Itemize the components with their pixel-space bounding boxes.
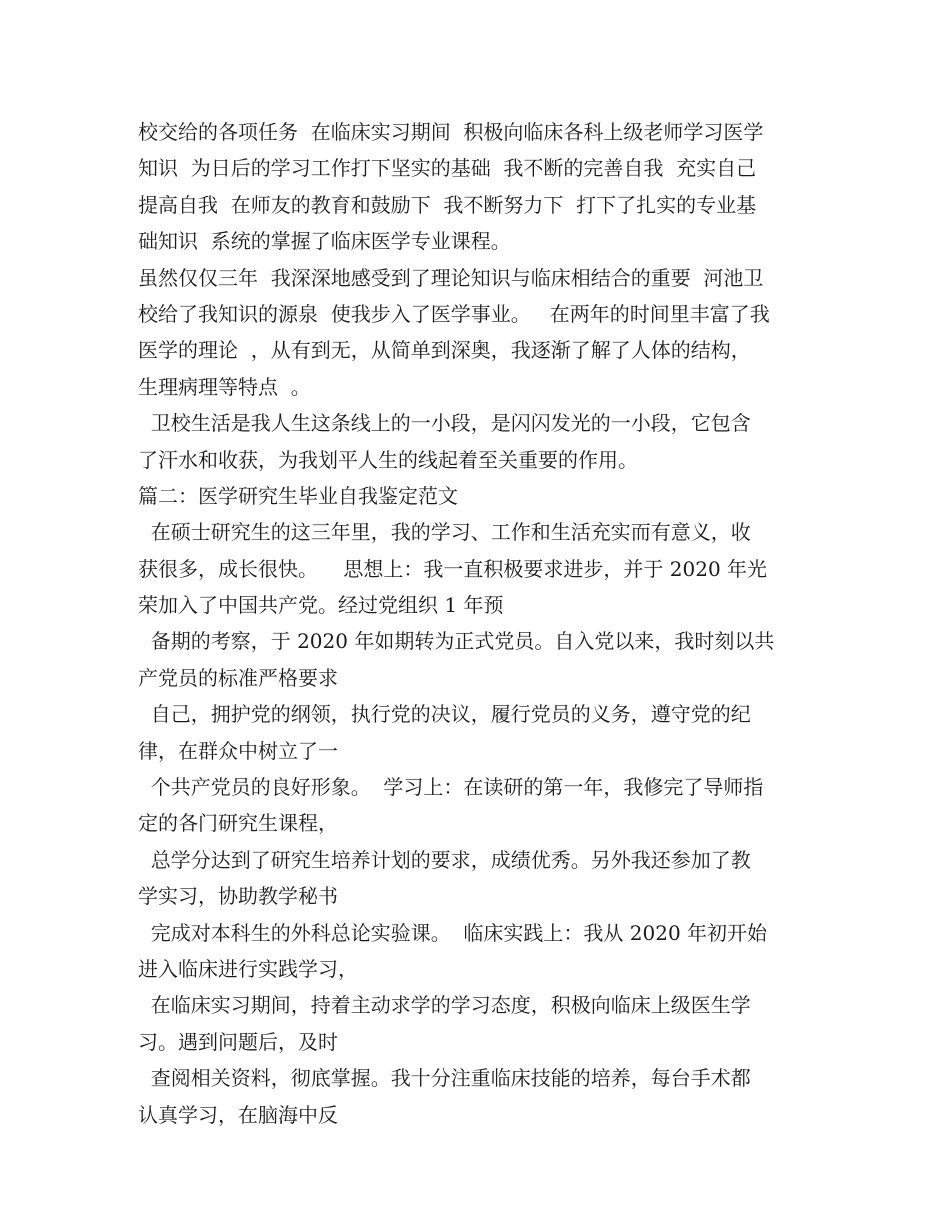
- text-line: 定的各门研究生课程，: [138, 811, 338, 836]
- text-line: 校给了我知识的源泉 使我步入了医学事业。 在两年的时间里丰富了我: [138, 301, 770, 326]
- document-body: [138, 114, 818, 1133]
- text-line: 备期的考察，于 2020 年如期转为正式党员。自入党以来，我时刻以共: [138, 629, 775, 654]
- text-line: 提高自我 在师友的教育和鼓励下 我不断努力下 打下了扎实的专业基: [138, 192, 757, 217]
- text-line: 进入临床进行实践学习，: [138, 956, 358, 981]
- text-line: 习。遇到问题后，及时: [138, 1029, 338, 1054]
- text-line: 总学分达到了研究生培养计划的要求，成绩优秀。另外我还参加了教: [138, 847, 751, 872]
- text-line: 产党员的标准严格要求: [138, 665, 338, 690]
- text-line: 查阅相关资料，彻底掌握。我十分注重临床技能的培养，每台手术都: [138, 1066, 751, 1091]
- section-heading: 篇二：医学研究生毕业自我鉴定范文: [138, 483, 458, 508]
- text-line: 知识 为日后的学习工作打下坚实的基础 我不断的完善自我 充实自己: [138, 156, 757, 181]
- text-line: 学实习，协助教学秘书: [138, 884, 338, 909]
- text-line: 卫校生活是我人生这条线上的一小段，是闪闪发光的一小段，它包含: [138, 411, 751, 436]
- text-line: 认真学习，在脑海中反: [138, 1102, 338, 1127]
- text-line: 个共产党员的良好形象。 学习上：在读研的第一年，我修完了导师指: [138, 775, 764, 800]
- text-line: 了汗水和收获，为我划平人生的线起着至关重要的作用。: [138, 447, 638, 472]
- text-line: 自己，拥护党的纲领，执行党的决议，履行党员的义务，遵守党的纪: [138, 702, 751, 727]
- text-line: 完成对本科生的外科总论实验课。 临床实践上：我从 2020 年初开始: [138, 920, 768, 945]
- text-line: 律，在群众中树立了一: [138, 738, 338, 763]
- text-line: 虽然仅仅三年 我深深地感受到了理论知识与临床相结合的重要 河池卫: [138, 265, 764, 290]
- text-line: 在硕士研究生的这三年里，我的学习、工作和生活充实而有意义，收: [138, 520, 751, 545]
- text-line: 生理病理等特点 。: [138, 374, 311, 399]
- text-line: 校交给的各项任务 在临床实习期间 积极向临床各科上级老师学习医学: [138, 120, 764, 144]
- text-line: 础知识 系统的掌握了临床医学专业课程。: [138, 229, 511, 254]
- text-line: 医学的理论 ，从有到无，从简单到深奥，我逐渐了解了人体的结构，: [138, 338, 751, 363]
- text-line: 在临床实习期间，持着主动求学的学习态度，积极向临床上级医生学: [138, 993, 751, 1018]
- text-line: 荣加入了中国共产党。经过党组织 1 年预: [138, 593, 504, 618]
- text-line: 获很多，成长很快。 思想上：我一直积极要求进步，并于 2020 年光: [138, 556, 768, 581]
